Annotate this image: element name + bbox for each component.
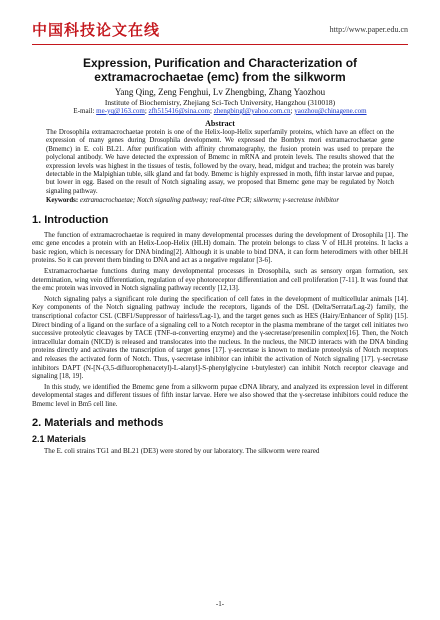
institution: Institute of Biochemistry, Zhejiang Sci-Tech University, Hangzhou (310018) bbox=[104, 98, 336, 107]
abstract-heading: Abstract bbox=[205, 119, 235, 128]
paragraph: Notch signaling palys a significant role during the specification of cell fates in the development of multicellular animals [14]. Key components of the Notch signaling pathway include the receptors, ligands of the DSL (Delta/Serrata/Lag-2) family, the transcriptional cofactor CSL (CBF1/Suppressor of hairless/Lag-1), and the target genes such as HES (Hairy/Enhancer of Split) [15]. Direct binding of a ligand on the surface of a signaling cell to a Notch receptor in the plasma membrane of the target cell initiates two successive proteolytic cleavages by TACE (TNF-α-converting enzyme) and the γ-secretase/presenilin complex[16]. Then, the Notch intracellular domain (NICD) is released and translocates into the nucleus. In the nucleus, the NICD interacts with the DNA binding proteins directly and activates the transcription of target genes [17]. γ-secretase is known to mediate proteolysis of Notch receptors and releases the activated form of Notch. Thus, γ-secretase inhibitor can inhibit the activation of Notch signaling [17]. γ-secretase inhibitors DAPT (N-[N-(3,5-difluorophenacetyl)-L-alanyl]-S-phenylglycine t-butylester) can inhibit Notch receptor cleavage and signaling [18, 19]. bbox=[32, 294, 408, 381]
email-link[interactable]: yaozhou@chinagene.com bbox=[294, 107, 367, 115]
email-link[interactable]: me-yq@163.com bbox=[96, 107, 145, 115]
paragraph: Extramacrochaetae functions during many developmental processes in Drosophila, such as sensory organ formation, sex determination, wing vein differentiation, regulation of eye photoreceptor differentiation and cell proliferation [7-11]. It was found that the emc protein was invoved in Notch signaling pathway recently [12,13]. bbox=[32, 267, 408, 293]
header-rule bbox=[32, 44, 408, 45]
abstract-text: The Drosophila extramacrochaetae protein is one of the Helix-loop-Helix superfamily proteins, which have an effect on the expression of many genes during Drosophila development. We expressed the Bombyx mori extramacrochaetae gene (Bmemc) in E. coli BL21. After purification with affinity chromatography, the fusion protein was used to prepare the polyclonal antibody. We have detected the expression of Bmemc in mRNA and protein levels. The results showed that the expression levels was highest in the tissues of testis, followed by the ovary, head, midgut and trachea; the protein was barely detectable in the Malpighian tuble, silk gland and fat body. Bmemc is highly expressed in moth, fifth instar larvae and pupae, but lower in egg. Based on the result of Notch signaling assay, we proposed that Bmemc gene may be regulated by Notch signaling pathway. bbox=[46, 129, 394, 195]
site-url[interactable]: http://www.paper.edu.cn bbox=[329, 25, 408, 34]
keywords-label: Keywords: bbox=[46, 197, 79, 205]
paragraph: In this study, we identified the Bmemc gene from a silkworm pupae cDNA library, and analyzed its expression level in different developmental stages and different tissues of fifth instar larvae. Here we also showed that the γ-secretase inhibitors could reduce the Bmemc level in Bm5 cell line. bbox=[32, 382, 408, 408]
page-number: -1- bbox=[215, 600, 225, 608]
page-header bbox=[32, 20, 408, 40]
email-link[interactable]: zfh515416@sina.com bbox=[148, 107, 210, 115]
email-label: E-mail: bbox=[73, 107, 95, 115]
email-link[interactable]: zhengbingl@yahoo.com.cn bbox=[213, 107, 291, 115]
section-heading-methods: 2. Materials and methods bbox=[32, 416, 164, 429]
email-line: E-mail: me-yq@163.com; zfh515416@sina.com; zhengbingl@yahoo.com.cn; yaozhou@chinagene.com bbox=[73, 107, 367, 115]
paper-title: Expression, Purification and Characterization of extramacrochaetae (emc) from the silkworm bbox=[82, 56, 358, 84]
subsection-heading-materials: 2.1 Materials bbox=[32, 433, 87, 444]
keywords-line bbox=[32, 197, 408, 205]
section-heading-introduction: 1. Introduction bbox=[32, 213, 109, 226]
keywords-text: extramacrochaetae; Notch signaling pathway; real-time PCR; silkworm; γ-secretase inhibitor bbox=[79, 197, 340, 205]
paragraph: The E. coli strains TG1 and BL21 (DE3) were stored by our laboratory. The silkworm were reared bbox=[44, 446, 320, 455]
paper-body bbox=[32, 50, 408, 457]
site-logo: 中国科技论文在线 bbox=[32, 21, 161, 39]
author-list: Yang Qing, Zeng Fenghui, Lv Zhengbing, Zhang Yaozhou bbox=[114, 87, 326, 97]
paragraph: The function of extramacrochaetae is required in many developmental processes during the development of Drosophila [1]. The emc gene encodes a protein with an Helix-Loop-Helix (HLH) domain. The protein belongs to class V of HLH proteins. It lacks a basic region, which is necessary for DNA binding[2]. Although it is unable to bind DNA, it can form heterodimers with other bHLH proteins. So it can prevent them binding to DNA and act as a negative regulator [3-6]. bbox=[32, 230, 408, 265]
